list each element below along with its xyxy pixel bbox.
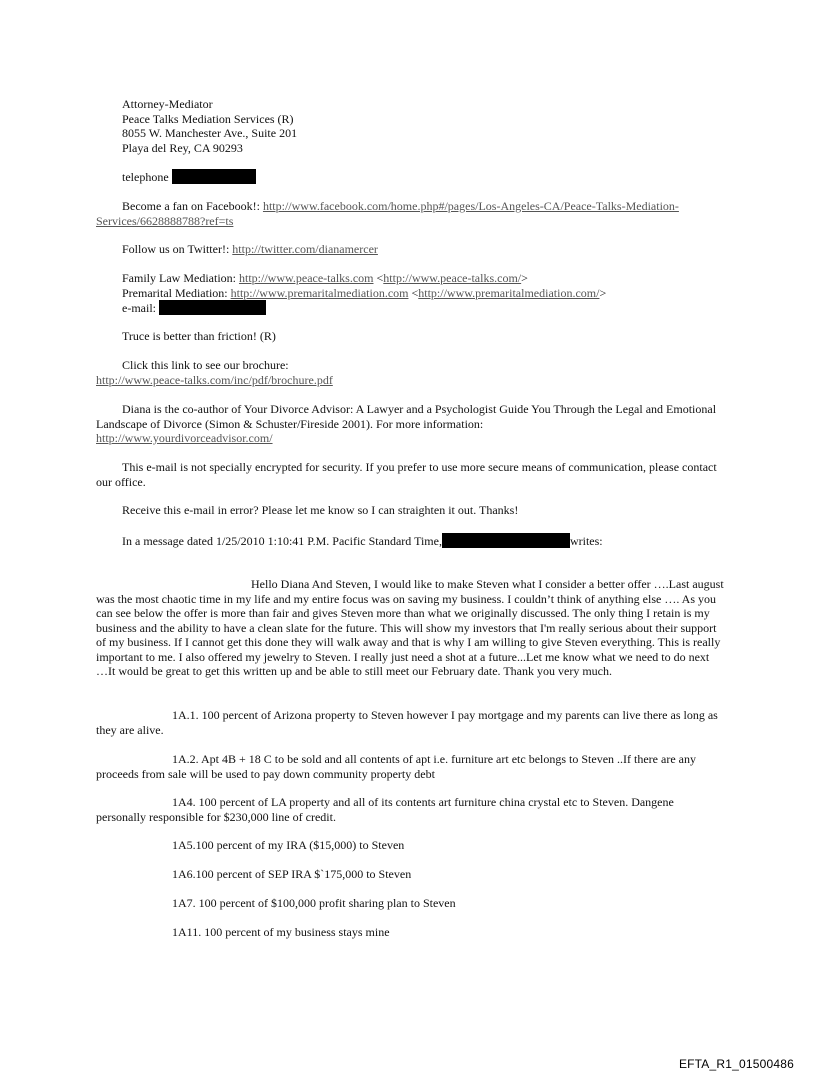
brochure-label: Click this link to see our brochure: [122,358,289,372]
telephone-line [96,169,724,185]
facebook-line [96,199,724,228]
premarital-line: Premarital Mediation: http://www.premaritalmediation.com <http://www.premaritalmediation.com/> [122,285,607,300]
offer-item: 1A5.100 percent of my IRA ($15,000) to Steven [172,838,405,852]
offer-item: 1A.2. Apt 4B + 18 C to be sold and all contents of apt i.e. furniture art etc belongs to Steven ..If there are any proceeds from sale will be used to pay down community property debt [96,752,696,781]
bates-number: EFTA_R1_01500486 [678,1057,794,1071]
signature-city: Playa del Rey, CA 90293 [122,140,243,155]
premarital-link[interactable]: http://www.premaritalmediation.com [230,285,409,300]
error-note: Receive this e-mail in error? Please let me know so I can straighten it out. Thanks! [122,503,519,517]
signature-title: Attorney-Mediator [122,97,213,111]
premarital-label: Premarital Mediation: [122,285,228,300]
offer-item: 1A.1. 100 percent of Arizona property to Steven however I pay mortgage and my parents can live there as long as they are alive. [96,708,718,737]
motto: Truce is better than friction! (R) [122,329,276,343]
twitter-line [96,242,724,257]
redaction-box [172,169,256,184]
offer-item: 1A11. 100 percent of my business stays mine [172,925,390,939]
quote-header-prefix: In a message dated 1/25/2010 1:10:41 P.M. Pacific Standard Time, [122,534,442,548]
redaction-box [159,300,266,315]
offer-item: 1A7. 100 percent of $100,000 profit sharing plan to Steven [172,896,456,910]
offer-item: 1A4. 100 percent of LA property and all of its contents art furniture china crystal etc to Steven. Dangene personally responsible for $230,000 line of credit. [96,795,674,824]
family-law-link-alt[interactable]: http://www.peace-talks.com/ [383,271,522,285]
message-body: Hello Diana And Steven, I would like to make Steven what I consider a better offer ….Last august was the most chaotic time in my life and my entire focus was on saving my business. I couldn’t think of anything else …. As you can see below the offer is more than fair and gives Steven more than what we originally discussed. The only thing I retain is my business and the ability to have a clean slate for the future. This will show my investors that I'm really serious about their support of my business. If I cannot get this done they will walk away and that is why I am willing to give Steven everything. This is really important to me. I also offered my jewelry to Steven. I really just need a shot at a future...Let me know what we need to do next …It would be great to get this written up and be able to still meet our February date. Thank you very much. [96,577,724,678]
family-law-link[interactable]: http://www.peace-talks.com [238,271,374,285]
book-link[interactable]: http://www.yourdivorceadvisor.com/ [96,431,273,445]
quote-header [96,533,724,549]
family-law-label: Family Law Mediation: [122,271,236,285]
mediation-links [96,271,724,316]
family-law-line: Family Law Mediation: http://www.peace-talks.com <http://www.peace-talks.com/> [122,271,528,285]
redaction-box [442,533,570,548]
email-label: e-mail: [122,301,156,315]
book-paragraph [96,402,724,446]
signature-street: 8055 W. Manchester Ave., Suite 201 [122,126,298,140]
book-text: Diana is the co-author of Your Divorce Advisor: A Lawyer and a Psychologist Guide You Through the Legal and Emotional Landscape of Divorce (Simon & Schuster/Fireside 2001). For more information: [96,402,717,431]
signature-company: Peace Talks Mediation Services (R) [122,111,294,126]
facebook-label: Become a fan on Facebook!: [122,199,260,213]
telephone-label: telephone [122,170,169,184]
offer-item: 1A6.100 percent of SEP IRA $`175,000 to Steven [172,867,412,881]
twitter-label: Follow us on Twitter!: [122,242,230,256]
quote-header-suffix: writes: [569,534,603,548]
signature-address [96,97,724,155]
premarital-link-alt[interactable]: http://www.premaritalmediation.com/ [418,285,600,300]
facebook-link[interactable]: http://www.facebook.com/home.php#/pages/Los-Angeles-CA/Peace-Talks-Mediation-Services/6628888788?ref=ts [96,199,679,228]
brochure-link[interactable]: http://www.peace-talks.com/inc/pdf/brochure.pdf [96,372,333,387]
email-line [96,300,724,316]
brochure-block [96,358,724,387]
twitter-link[interactable]: http://twitter.com/dianamercer [232,242,378,256]
security-note: This e-mail is not specially encrypted for security. If you prefer to use more secure means of communication, please contact our office. [96,460,717,489]
